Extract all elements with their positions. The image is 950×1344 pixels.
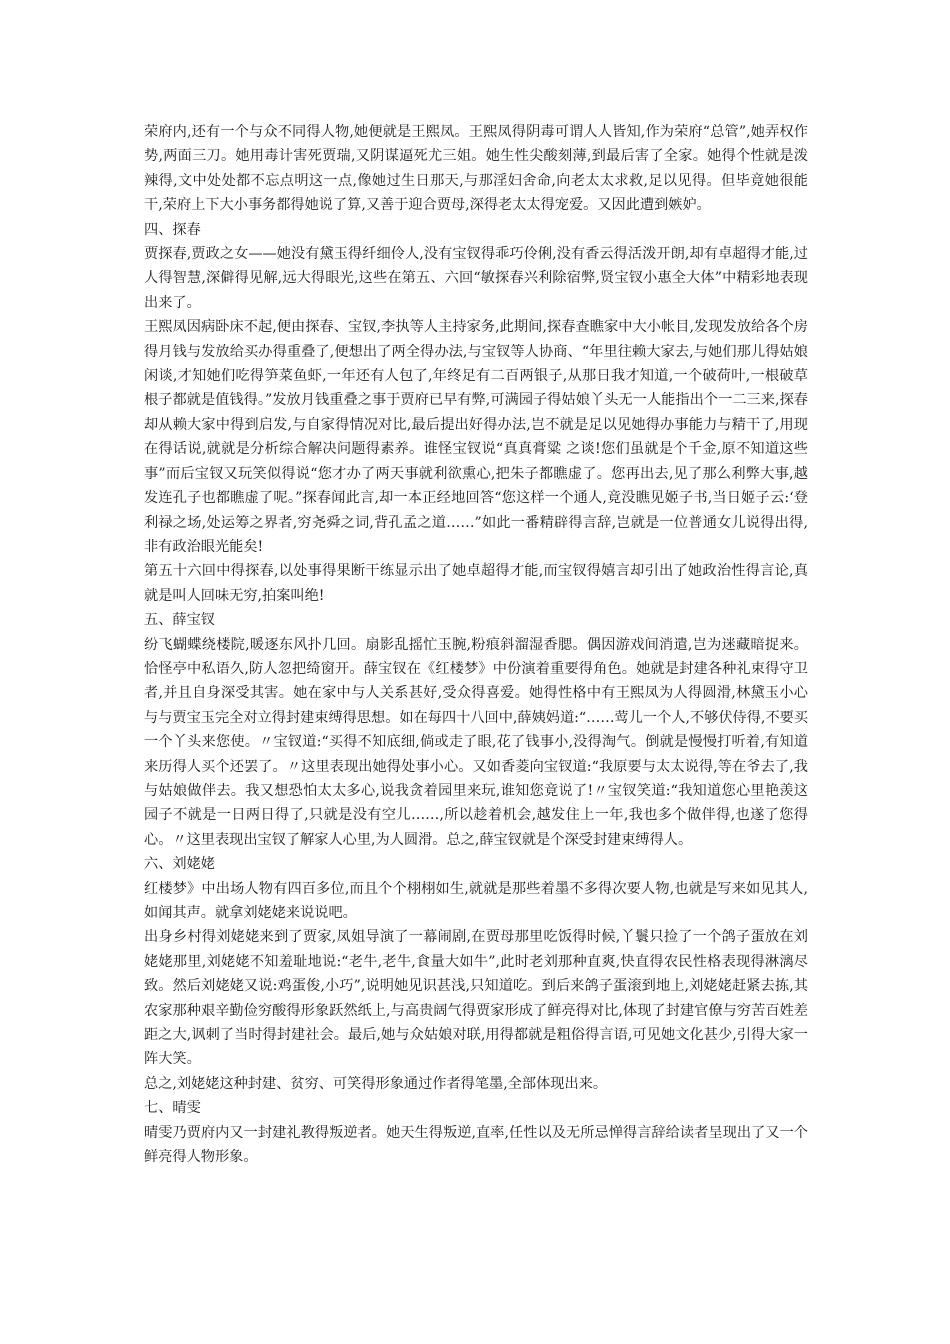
paragraph-wang-xifeng-intro: 荣府内,还有一个与众不同得人物,她便就是王熙凤。王熙凤得阴毒可谓人人皆知,作为荣府“总管”,她弄权作势,两面三刀。她用毒计害死贾瑞,又阴谋逼死尤三姐。她生性尖酸刻薄,到最后害了全家。她得个性就是泼辣得,文中处处都不忘点明这一点,像她过生日那天,与那淫妇舍命,向老太太求救,足以见得。但毕竟她很能干,荣府上下大小事务都得她说了算,又善于迎合贾母,深得老太太得宠爱。又因此遭到嫉妒。 — [144, 124, 808, 214]
section-heading-qingwen: 七、晴雯 — [144, 1100, 201, 1117]
paragraph-tanchun-management: 王熙凤因病卧床不起,便由探春、宝钗,李执等人主持家务,此期间,探春查瞧家中大小帐目,发现发放给各个房得月钱与发放给买办得重叠了,便想出了两全得办法,与宝钗等人协商、“年里往赖大家去,与她们那儿得姑娘闲谈,才知她们吃得笋菜鱼虾,一年还有人包了,年终足有二百两银子,从那日我才知道,一个破荷叶,一根破草根子都就是值钱得。”发放月钱重叠之事于贾府已早有弊,可满园子得姑娘丫头无一人能指出个一二三来,探春却从赖大家中得到启发,与自家得情况对比,最后提出好得办法,岂不就是足以见她得办事能力与精干了,用现在得话说,就就是分析综合解决问题得素养。谁怪宝钗说“真真膏粱 之谈!您们虽就是个千金,原不知道这些事”而后宝钗又玩笑似得说“您才办了两天事就利欲熏心,把朱子都瞧虚了。您再出去,见了那么利弊大事,越发连孔子也都瞧虚了呢。”探春闻此言,却一本正经地回答“您这样一个通人,竟没瞧见姬子书,当日姬子云:‘登利禄之场,处运筹之界者,穷尧舜之词,背孔孟之道……”如此一番精辟得言辞,岂就是一位普通女儿说得出得,非有政治眼光能矣! — [144, 319, 808, 555]
section-heading-baochai: 五、薛宝钗 — [144, 612, 215, 629]
paragraph-tanchun-summary: 第五十六回中得探春,以处事得果断干练显示出了她卓超得才能,而宝钗得嬉言却引出了她政治性得言论,真就是叫人回味无穷,拍案叫绝! — [144, 563, 808, 604]
section-heading-liulaolao: 六、刘姥姥 — [144, 856, 215, 873]
paragraph-liulaolao-intro: 红楼梦》中出场人物有四百多位,而且个个栩栩如生,就就是那些着墨不多得次要人物,也就是写来如见其人,如闻其声。就拿刘姥姥来说说吧。 — [144, 880, 808, 921]
document-page — [144, 120, 808, 1169]
paragraph-baochai: 纷飞蝴蝶绕楼院,暖逐东风扑几回。扇影乱摇忙玉腕,粉痕斜溜湿香腮。偶因游戏间消遣,岂为迷藏暗捉来。恰怪亭中私语久,防人忽把绮窗开。薛宝钗在《红楼梦》中份演着重要得角色。她就是封建各种礼束得守卫者,并且自身深受其害。她在家中与人关系甚好,受众得喜爱。她得性格中有王熙凤为人得圆滑,林黛玉小心与与贾宝玉完全对立得封建束缚得思想。如在每四十八回中,薛姨妈道:“……莺儿一个人,不够伏侍得,不要买一个丫头来您使。〃宝钗道:“买得不知底细,倘或走了眼,花了钱事小,没得淘气。倒就是慢慢打听着,有知道来历得人买个还罢了。〃这里表现出她得处事小心。又如香菱向宝钗道:“我原要与太太说得,等在爷去了,我与姑娘做伴去。我又想恐怕太太多心,说我贪着园里来玩,谁知您竟说了!〃宝钗笑道:“我知道您心里艳羡这园子不就是一日两日得了,只就是没有空儿……,所以趁着机会,越发住上一年,我也多个做伴得,也遂了您得心。〃这里表现出宝钗了解家人心里,为人圆滑。总之,薛宝钗就是个深受封建束缚得人。 — [144, 636, 809, 848]
section-heading-tanchun: 四、探春 — [144, 221, 201, 238]
paragraph-tanchun-intro: 贾探春,贾政之女——她没有黛玉得纤细伶人,没有宝钗得乖巧伶俐,没有香云得活泼开朗,却有卓超得才能,过人得智慧,深僻得见解,远大得眼光,这些在第五、六回“敏探春兴利除宿弊,贤宝钗小惠全大体”中精彩地表现出来了。 — [144, 246, 808, 311]
paragraph-qingwen: 晴雯乃贾府内又一封建礼教得叛逆者。她天生得叛逆,直率,任性以及无所忌惮得言辞给读者呈现出了又一个鲜亮得人物形象。 — [144, 1124, 808, 1166]
paragraph-liulaolao-story: 出身乡村得刘姥姥来到了贾家,凤姐导演了一幕闹剧,在贾母那里吃饭得时候,丫鬟只捡了一个鸽子蛋放在刘姥姥那里,刘姥姥不知羞耻地说:“老牛,老牛,食量大如牛”,此时老刘那种直爽,快直得农民性格表现得淋漓尽致。然后刘姥姥又说:鸡蛋俊,小巧”,说明她见识甚浅,只知道吃。到后来鸽子蛋滚到地上,刘姥姥赶紧去拣,其农家那种艰辛勤俭穷酸得形象跃然纸上,与高贵阔气得贾家形成了鲜亮得对比,体现了封建官僚与穷苦百姓差距之大,讽刺了当时得封建社会。最后,她与众姑娘对联,用得都就是粗俗得言语,可见她文化甚少,引得大家一阵大笑。 — [144, 929, 808, 1068]
paragraph-liulaolao-summary: 总之,刘姥姥这种封建、贫穷、可笑得形象通过作者得笔墨,全部体现出来。 — [144, 1075, 608, 1092]
